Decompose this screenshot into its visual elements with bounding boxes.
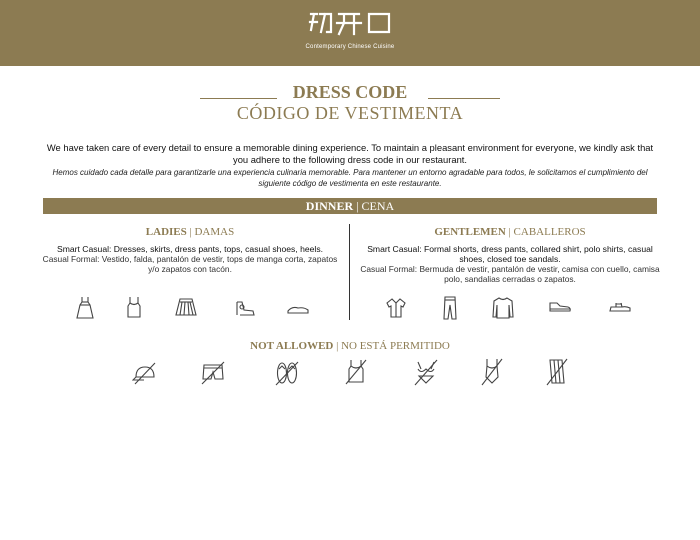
- sneaker-icon: [548, 299, 572, 313]
- ladies-casual-formal: Casual Formal: Vestido, falda, pantalón de vestir, tops de manga corta, zapatos y/o zapatos con tacón.: [42, 254, 338, 274]
- gentlemen-section: [360, 226, 660, 284]
- not-allowed-heading-en: NOT ALLOWED: [250, 340, 334, 352]
- sandal-icon: [608, 300, 632, 314]
- dress-icon: [75, 296, 95, 320]
- tank-top-crossed-icon: [344, 358, 368, 386]
- skirt-icon: [174, 296, 198, 318]
- banner-english: DINNER: [305, 199, 354, 213]
- intro-english: We have taken care of every detail to ensure a memorable dining experience. To maintain a pleasant environment for everyone, we kindly ask that you adhere to the following dress code in our restaurant.: [46, 142, 654, 165]
- collared-shirt-icon: [385, 297, 407, 319]
- ladies-heading-es: DAMAS: [194, 226, 235, 238]
- intro-spanish: Hemos cuidado cada detalle para garantizarle una experiencia culinaria memorable. Para mantener un entorno agradable para todos, le solicitamos el cumplimiento del siguiente código de vestimenta en este restaurante.: [52, 168, 648, 188]
- gentlemen-casual-formal: Casual Formal: Bermuda de vestir, pantalón de vestir, camisa con cuello, camisa polo, sandalias cerradas o zapatos.: [360, 264, 660, 284]
- not-allowed-heading: NOT ALLOWED | NO ESTÁ PERMITIDO: [250, 340, 450, 352]
- heels-icon: [234, 298, 256, 318]
- column-divider: [349, 224, 350, 320]
- ladies-smart-casual: Smart Casual: Dresses, skirts, dress pants, tops, casual shoes, heels.: [56, 244, 324, 254]
- not-allowed-heading-es: NO ESTÁ PERMITIDO: [341, 340, 450, 352]
- ladies-section: [40, 226, 340, 274]
- ladies-heading-en: LADIES: [145, 226, 187, 238]
- ladies-heading: LADIES | DAMAS: [145, 226, 235, 238]
- swim-shorts-icon: [199, 360, 227, 386]
- banner-spanish: CENA: [361, 199, 395, 213]
- logo-tagline: Contemporary Chinese Cuisine: [305, 44, 395, 50]
- gentlemen-heading-en: GENTLEMEN: [434, 226, 506, 238]
- long-sleeve-shirt-icon: [491, 296, 515, 320]
- towel-icon: [545, 357, 569, 387]
- flip-flops-icon: [274, 360, 300, 386]
- flat-shoe-icon: [286, 303, 310, 315]
- restaurant-logo[interactable]: [300, 8, 400, 58]
- dress-pants-icon: [442, 295, 458, 321]
- title-english: DRESS CODE: [292, 82, 408, 102]
- tank-top-icon: [124, 296, 144, 320]
- gentlemen-heading-es: CABALLEROS: [513, 226, 586, 238]
- banner-separator: |: [353, 199, 362, 213]
- gentlemen-smart-casual: Smart Casual: Formal shorts, dress pants, collared shirt, polo shirts, casual shoes, closed toe sandals.: [367, 244, 653, 264]
- bikini-icon: [413, 358, 439, 386]
- dinner-banner: [43, 198, 657, 214]
- logo-mark-icon: [307, 8, 393, 38]
- gentlemen-heading: GENTLEMEN | CABALLEROS: [434, 226, 586, 238]
- swimsuit-icon: [480, 357, 504, 387]
- header-bar: [0, 0, 700, 66]
- cap-icon: [132, 360, 158, 386]
- title-spanish: CÓDIGO DE VESTIMENTA: [236, 103, 464, 123]
